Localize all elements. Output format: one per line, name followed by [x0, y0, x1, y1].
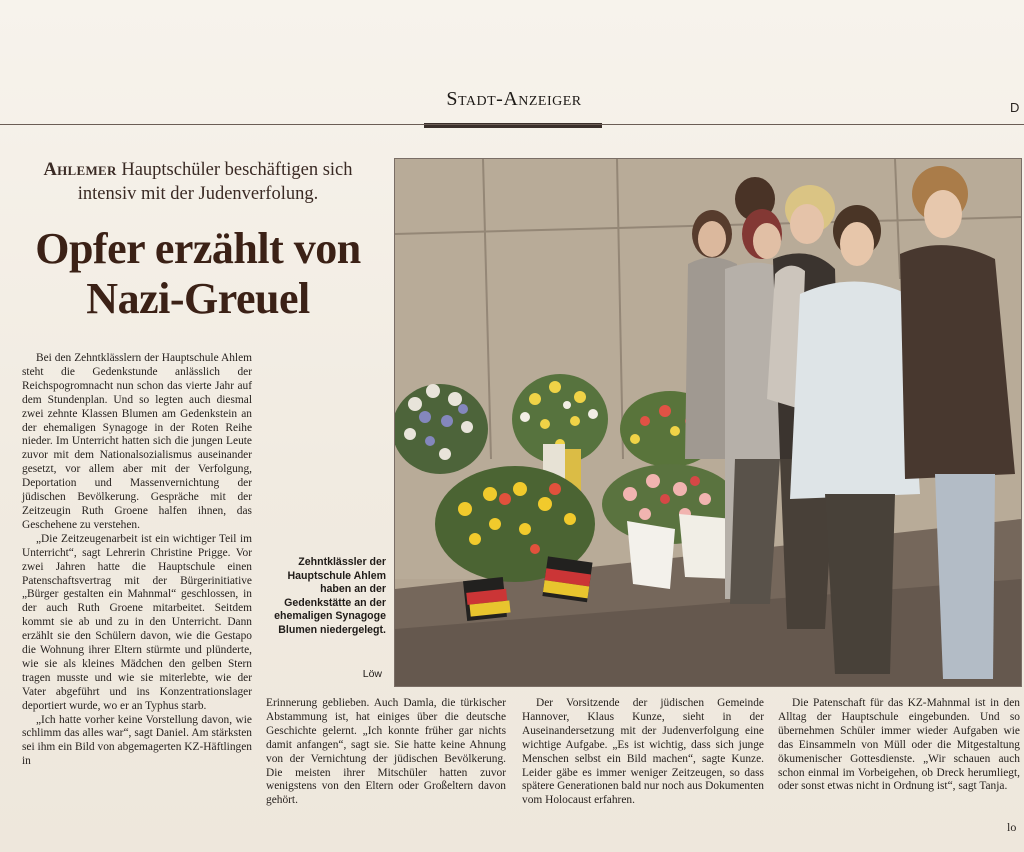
column-paragraph: „Ich hatte vorher keine Vorstellung davon, wie schlimm das alles war“, sagt Daniel. Am stärksten sei ihm ein Bild von abgemagerten KZ-Häftlingen in	[22, 713, 252, 768]
masthead-title: Stadt-Anzeiger	[446, 88, 582, 110]
photo-illustration	[395, 159, 1021, 686]
article-column-2	[266, 697, 506, 808]
page-edge-text: D	[1010, 100, 1020, 115]
article-kicker	[18, 158, 378, 206]
kicker-lead: Ahlemer	[43, 160, 117, 180]
column-paragraph: Die Patenschaft für das KZ-Mahnmal ist in den Alltag der Hauptschule eingebunden. Und so übernehmen Schüler immer wieder Aufgaben wie das Einsammeln von Müll oder die Mitgestaltung ökumenischer Gottesdienste. „Wir schauen auch schon einmal im Vorbeigehen, ob Dreck herumliegt, oder sonst etwas nicht in Ordnung ist“, sagt Tanja.	[778, 697, 1020, 793]
column-paragraph: „Die Zeitzeugenarbeit ist ein wichtiger Teil im Unterricht“, sagt Lehrerin Christine Prigge. Vor zwei Jahren hatte die Hauptschule einen Patenschaftsvertrag mit der Bürgerinitiative „Bürger gestalten ein Mahnmal“ geschlossen, in der auch Ruth Groene mitarbeitet. Seitdem kommt sie ab und zu in den Unterricht. Dann erzählt sie den Schülern davon, wie die Gestapo die Wohnung ihrer Eltern stürmte und plünderte, wie sie als kleines Mädchen den gelben Stern tragen musste und wie sie miterlebte, wie der Vater abgeführt und ins Konzentrationslager deportiert wurde, wo er an Typhus starb.	[22, 532, 252, 712]
photo-caption: Zehntklässler der Hauptschule Ahlem haben an der Gedenkstätte an der ehemaligen Synagoge Blumen niedergelegt.	[274, 556, 386, 636]
column-paragraph: Erinnerung geblieben. Auch Damla, die türkischer Abstammung ist, hat einiges über die deutsche Geschichte gelernt. „Ich konnte früher gar nichts damit anfangen“, sagt sie. Sie hatte keine Ahnung von der Vernichtung der jüdischen Bevölkerung. Die meisten ihrer Mitschüler hatten zuvor wenigstens von den Eltern oder Großeltern davon gehört.	[266, 697, 506, 807]
photo-credit: Löw	[362, 668, 382, 680]
top-rule	[0, 124, 1024, 125]
kicker-rest: Hauptschüler beschäftigen sich intensiv mit der Judenverfolung.	[77, 160, 353, 204]
column-tail-text: lo	[1007, 820, 1017, 834]
article-column-1	[22, 352, 252, 769]
article-headline: Opfer erzählt von Nazi-Greuel	[35, 224, 361, 323]
column-paragraph: Der Vorsitzende der jüdischen Gemeinde Hannover, Klaus Kunze, sieht in der Auseinandersetzung mit der Judenverfolgung eine wichtige Aufgabe. „Es ist wichtig, dass sich junge Menschen selbst ein Bild machen“, sagte Kunze. Leider gäbe es immer weniger Zeitzeugen, so dass spätere Generationen bald nur noch aus Dokumenten vom Holocaust erfahren.	[522, 697, 764, 807]
article-photo	[394, 158, 1022, 687]
article-column-4	[778, 697, 1020, 794]
article-column-3	[522, 697, 764, 808]
column-paragraph: Bei den Zehntklässlern der Hauptschule Ahlem steht die Gedenkstunde anlässlich der Reichspogromnacht nun schon das vierte Jahr auf dem Stundenplan. Und so legten auch diesmal zwei zehnte Klassen Blumen am Gedenkstein an der ehemaligen Synagoge in der Roten Reihe nieder. Im Unterricht hatten sich die jungen Leute zuvor mit dem Nationalsozialismus auseinander gesetzt, vor allem aber mit der Verfolgung, Deportation und Massenvernichtung der jüdischen Bevölkerung. Gespräche mit der Zeitzeugin Ruth Groene halfen ihnen, das Geschehene zu verstehen.	[22, 352, 252, 531]
